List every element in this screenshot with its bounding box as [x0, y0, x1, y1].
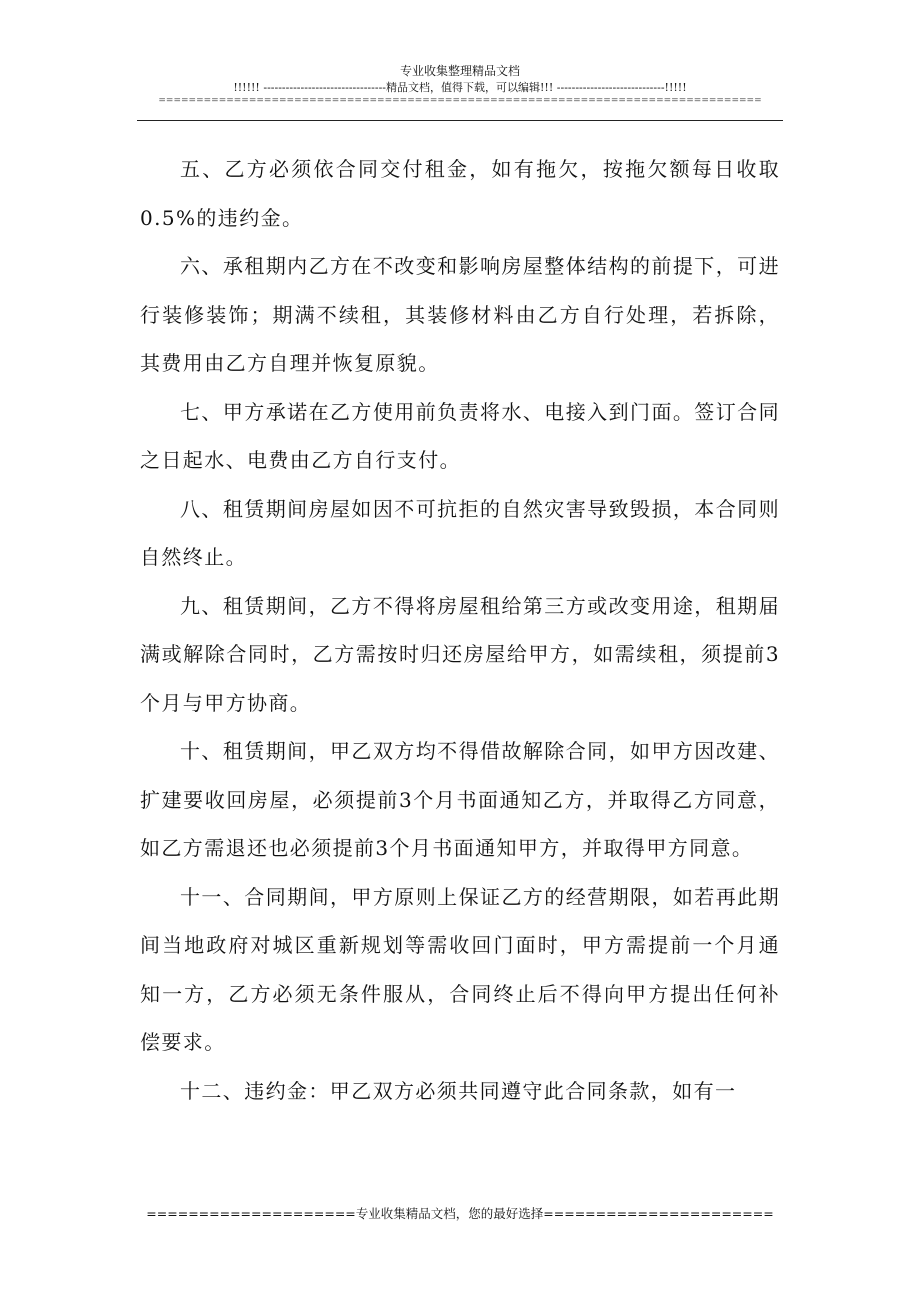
header-title: 专业收集整理精品文档 — [399, 64, 520, 78]
header-subtitle: !!!!!! ---------------------------------精品文档，值得下载，可以编辑!!! -----------------------------!!!!! — [233, 81, 687, 94]
clause-11: 十一、合同期间，甲方原则上保证乙方的经营期限，如若再此期间当地政府对城区重新规划等需收回门面时，甲方需提前一个月通知一方，乙方必须无条件服从，合同终止后不得向甲方提出任何补偿要求。 — [140, 884, 780, 1054]
clause-5: 五、乙方必须依合同交付租金，如有拖欠，按拖欠额每日收取0.5%的违约金。 — [140, 157, 780, 230]
header-divider — [137, 120, 783, 121]
clause-12: 十二、违约金：甲乙双方必须共同遵守此合同条款，如有一 — [180, 1078, 737, 1103]
clause-6: 六、承租期内乙方在不改变和影响房屋整体结构的前提下，可进行装修装饰；期满不续租，其装修材料由乙方自行处理，若拆除，其费用由乙方自理并恢复原貌。 — [140, 254, 780, 375]
page-header — [137, 62, 783, 106]
clause-8: 八、租赁期间房屋如因不可抗拒的自然灾害导致毁损，本合同则自然终止。 — [140, 496, 780, 569]
clause-9: 九、租赁期间，乙方不得将房屋租给第三方或改变用途，租期届满或解除合同时，乙方需按时归还房屋给甲方，如需续租，须提前3个月与甲方协商。 — [140, 593, 780, 715]
page-footer: ====================专业收集精品文档，您的最好选择====================== — [146, 1206, 774, 1221]
document-body — [140, 145, 780, 1115]
clause-10: 十、租赁期间，甲乙双方均不得借故解除合同，如甲方因改建、扩建要收回房屋，必须提前3个月书面通知乙方，并取得乙方同意，如乙方需退还也必须提前3个月书面通知甲方，并取得甲方同意。 — [140, 739, 780, 860]
clause-7: 七、甲方承诺在乙方使用前负责将水、电接入到门面。签订合同之日起水、电费由乙方自行支付。 — [140, 399, 780, 472]
header-rule: ================================================================================ — [158, 96, 762, 106]
